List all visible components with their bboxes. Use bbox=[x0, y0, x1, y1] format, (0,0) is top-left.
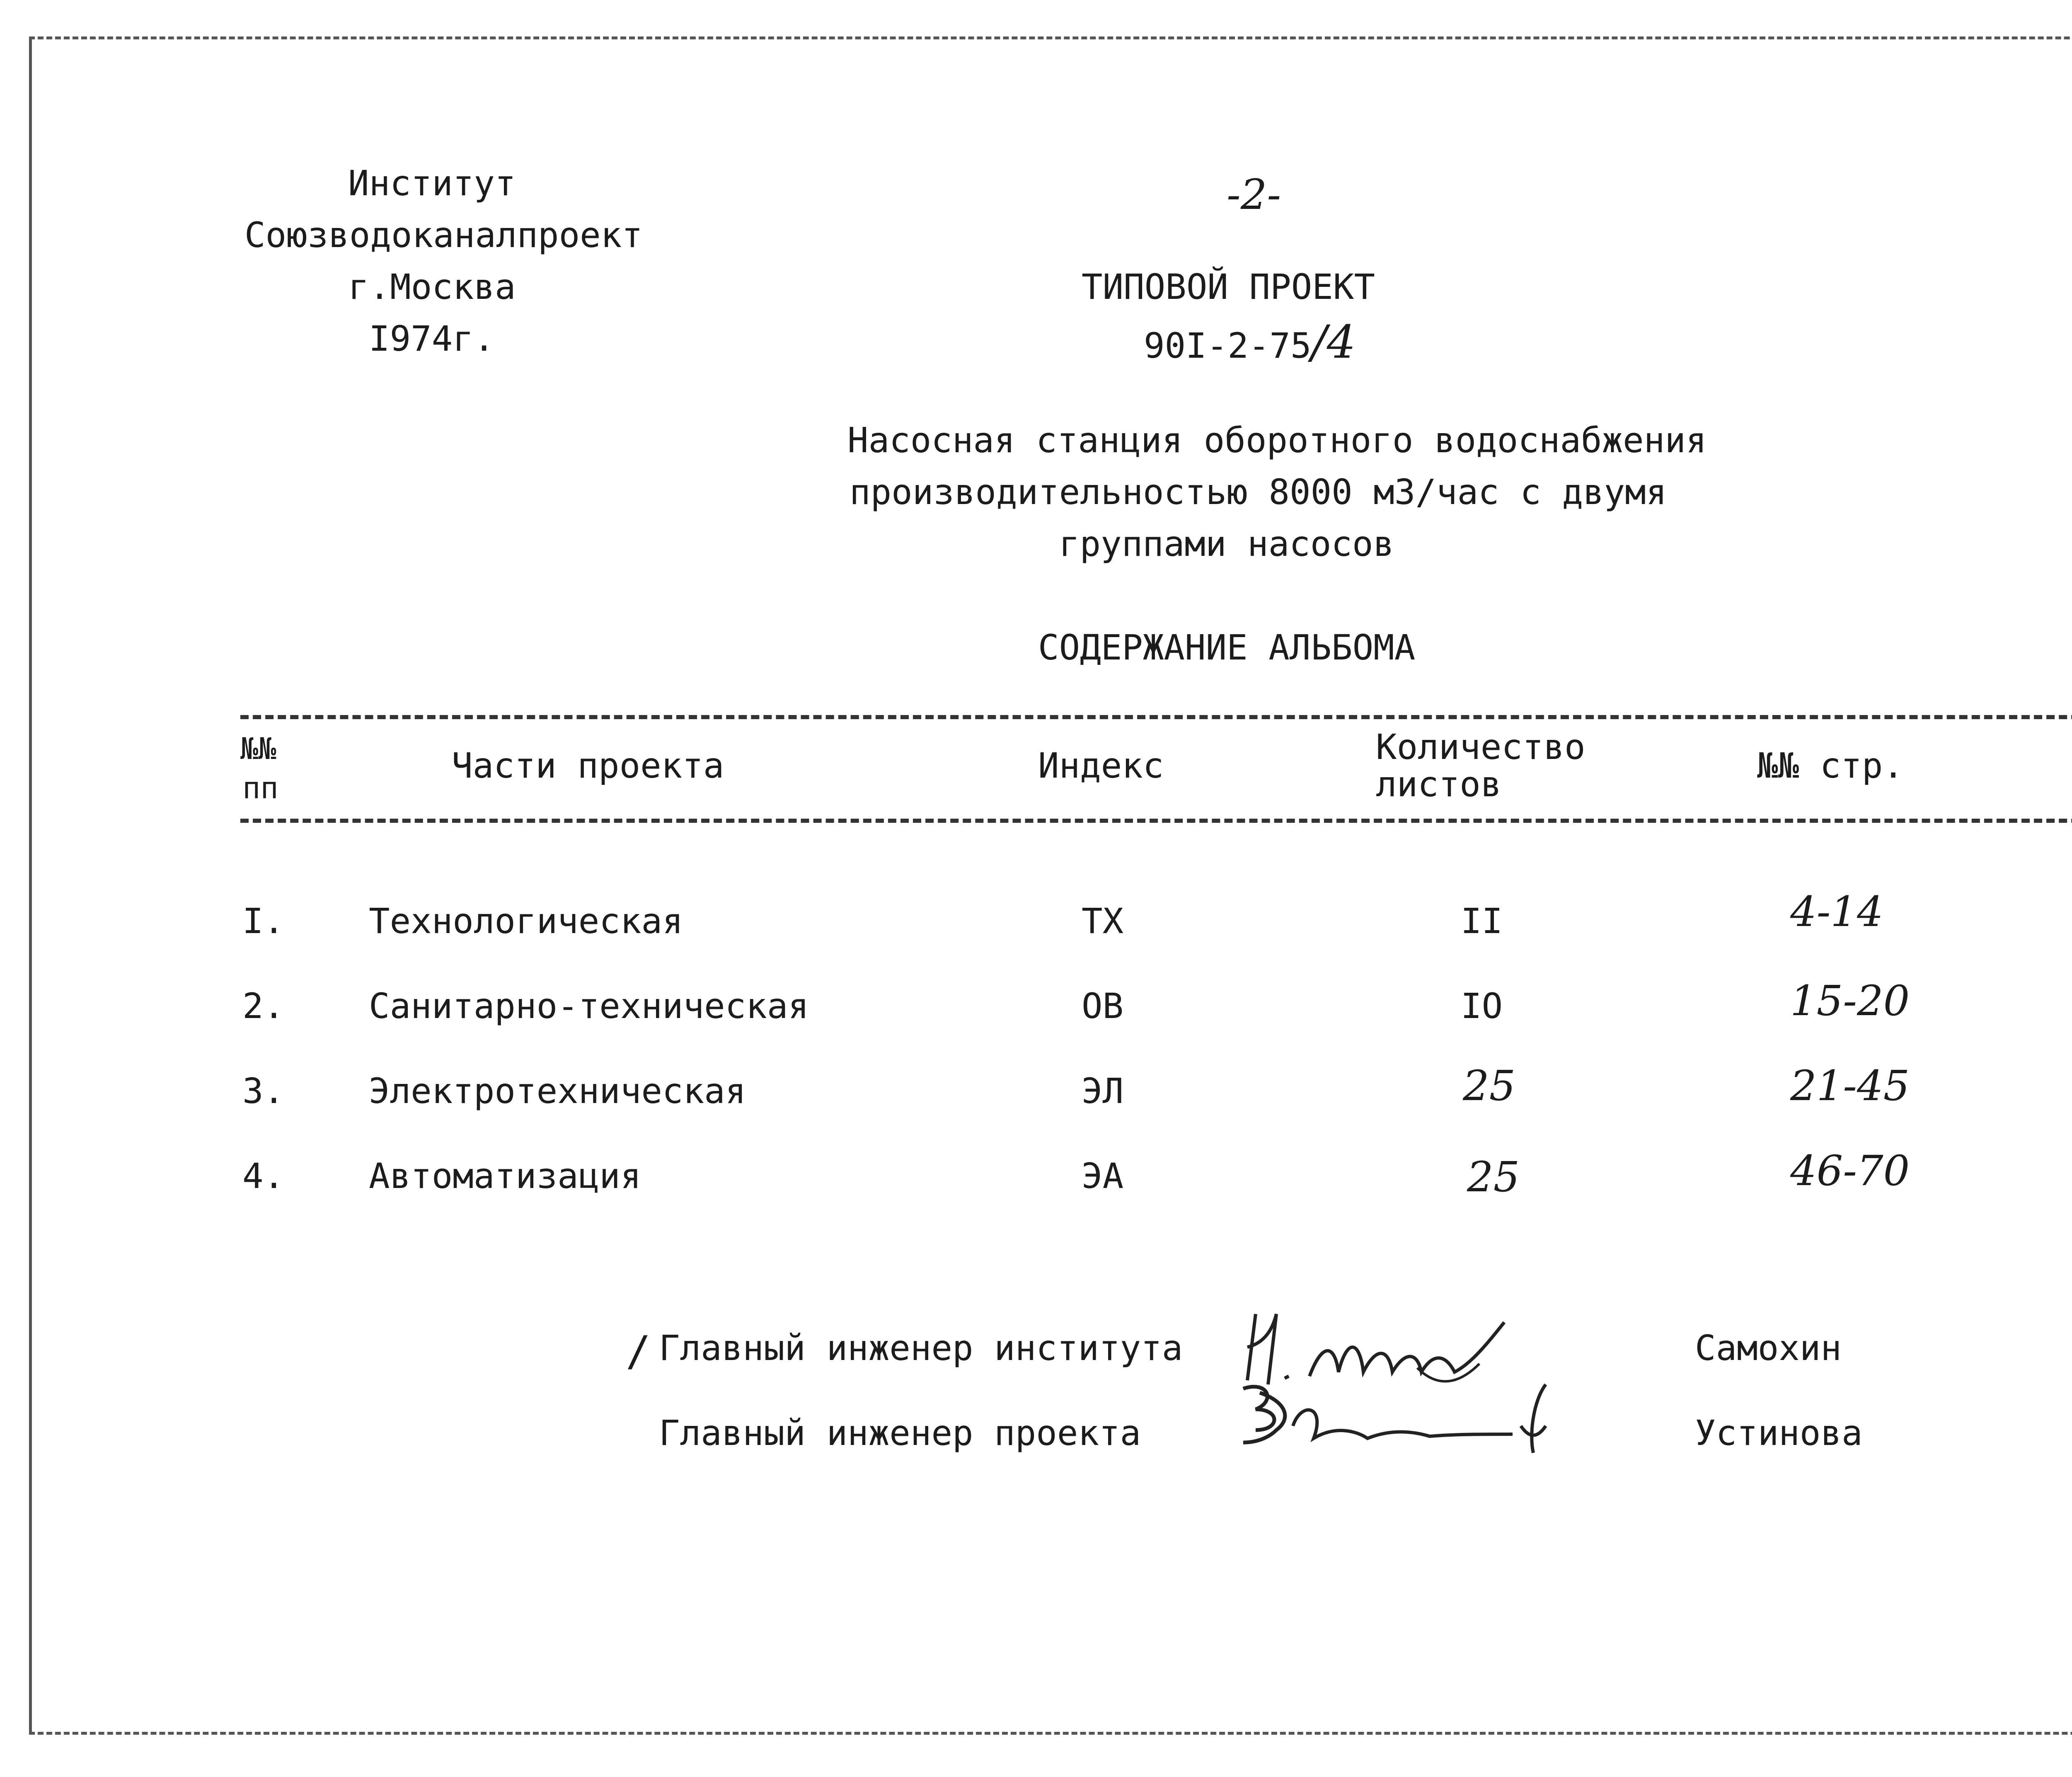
row-3-part: Электротехническая bbox=[369, 1071, 746, 1111]
project-type: ТИПОВОЙ ПРОЕКТ bbox=[1082, 267, 1375, 307]
row-1-sheets: II bbox=[1461, 901, 1503, 941]
frame-border-top bbox=[29, 36, 2072, 39]
title-line-1: Насосная станция оборотного водоснабжения bbox=[847, 420, 1707, 461]
row-1-number: I. bbox=[242, 901, 285, 941]
col-header-number-line1: №№ bbox=[240, 731, 276, 766]
row-3-sheets: 25 bbox=[1463, 1062, 1516, 1110]
row-4-part: Автоматизация bbox=[369, 1156, 641, 1196]
col-header-sheets-line1: Количество bbox=[1376, 727, 1585, 767]
project-code: 90I-2-75/4 bbox=[1144, 315, 1356, 368]
col-header-parts: Части проекта bbox=[452, 745, 724, 786]
row-3-index: ЭЛ bbox=[1082, 1071, 1124, 1111]
sig-name-institute: Самохин bbox=[1695, 1328, 1842, 1368]
row-4-sheets: 25 bbox=[1467, 1153, 1520, 1201]
institute-city: г.Москва bbox=[348, 267, 516, 307]
col-header-number-line2: пп bbox=[242, 771, 278, 805]
col-header-index: Индекс bbox=[1038, 745, 1164, 786]
sig-name-project: Устинова bbox=[1695, 1413, 1863, 1453]
row-2-sheets: IO bbox=[1461, 986, 1503, 1026]
row-2-number: 2. bbox=[242, 986, 285, 1026]
title-line-3: группами насосов bbox=[1059, 524, 1394, 564]
row-2-index: ОВ bbox=[1082, 986, 1124, 1026]
sig-title-institute: Главный инженер института bbox=[659, 1328, 1183, 1368]
title-line-2: производительностью 8000 м3/час с двумя bbox=[850, 472, 1667, 512]
row-1-part: Технологическая bbox=[369, 901, 683, 941]
row-4-pages: 46-70 bbox=[1790, 1147, 1910, 1195]
sig-title-project: Главный инженер проекта bbox=[659, 1413, 1141, 1453]
row-2-pages: 15-20 bbox=[1790, 977, 1910, 1025]
row-3-pages: 21-45 bbox=[1790, 1062, 1910, 1110]
institute-label: Институт bbox=[348, 163, 516, 204]
row-4-index: ЭА bbox=[1082, 1156, 1124, 1196]
institute-name: Союзводоканалпроект bbox=[244, 215, 643, 255]
frame-border-left bbox=[29, 36, 32, 1732]
row-1-index: ТХ bbox=[1082, 901, 1124, 941]
col-header-pages: №№ стр. bbox=[1757, 745, 1904, 786]
frame-border-bottom bbox=[29, 1732, 2072, 1735]
row-3-number: 3. bbox=[242, 1071, 285, 1111]
table-header-rule bbox=[240, 819, 2072, 823]
row-2-part: Санитарно-техническая bbox=[369, 986, 809, 1026]
col-header-sheets-line2: листов bbox=[1376, 764, 1502, 805]
institute-year: I974г. bbox=[369, 318, 495, 359]
table-top-rule bbox=[240, 715, 2072, 719]
signature-chief-project bbox=[1231, 1376, 1575, 1459]
section-heading: СОДЕРЖАНИЕ АЛЬБОМА bbox=[1038, 627, 1416, 668]
sig-mark-slash: / bbox=[626, 1327, 651, 1375]
row-1-pages: 4-14 bbox=[1790, 887, 1883, 936]
row-4-number: 4. bbox=[242, 1156, 285, 1196]
page-number: -2- bbox=[1227, 170, 1281, 219]
